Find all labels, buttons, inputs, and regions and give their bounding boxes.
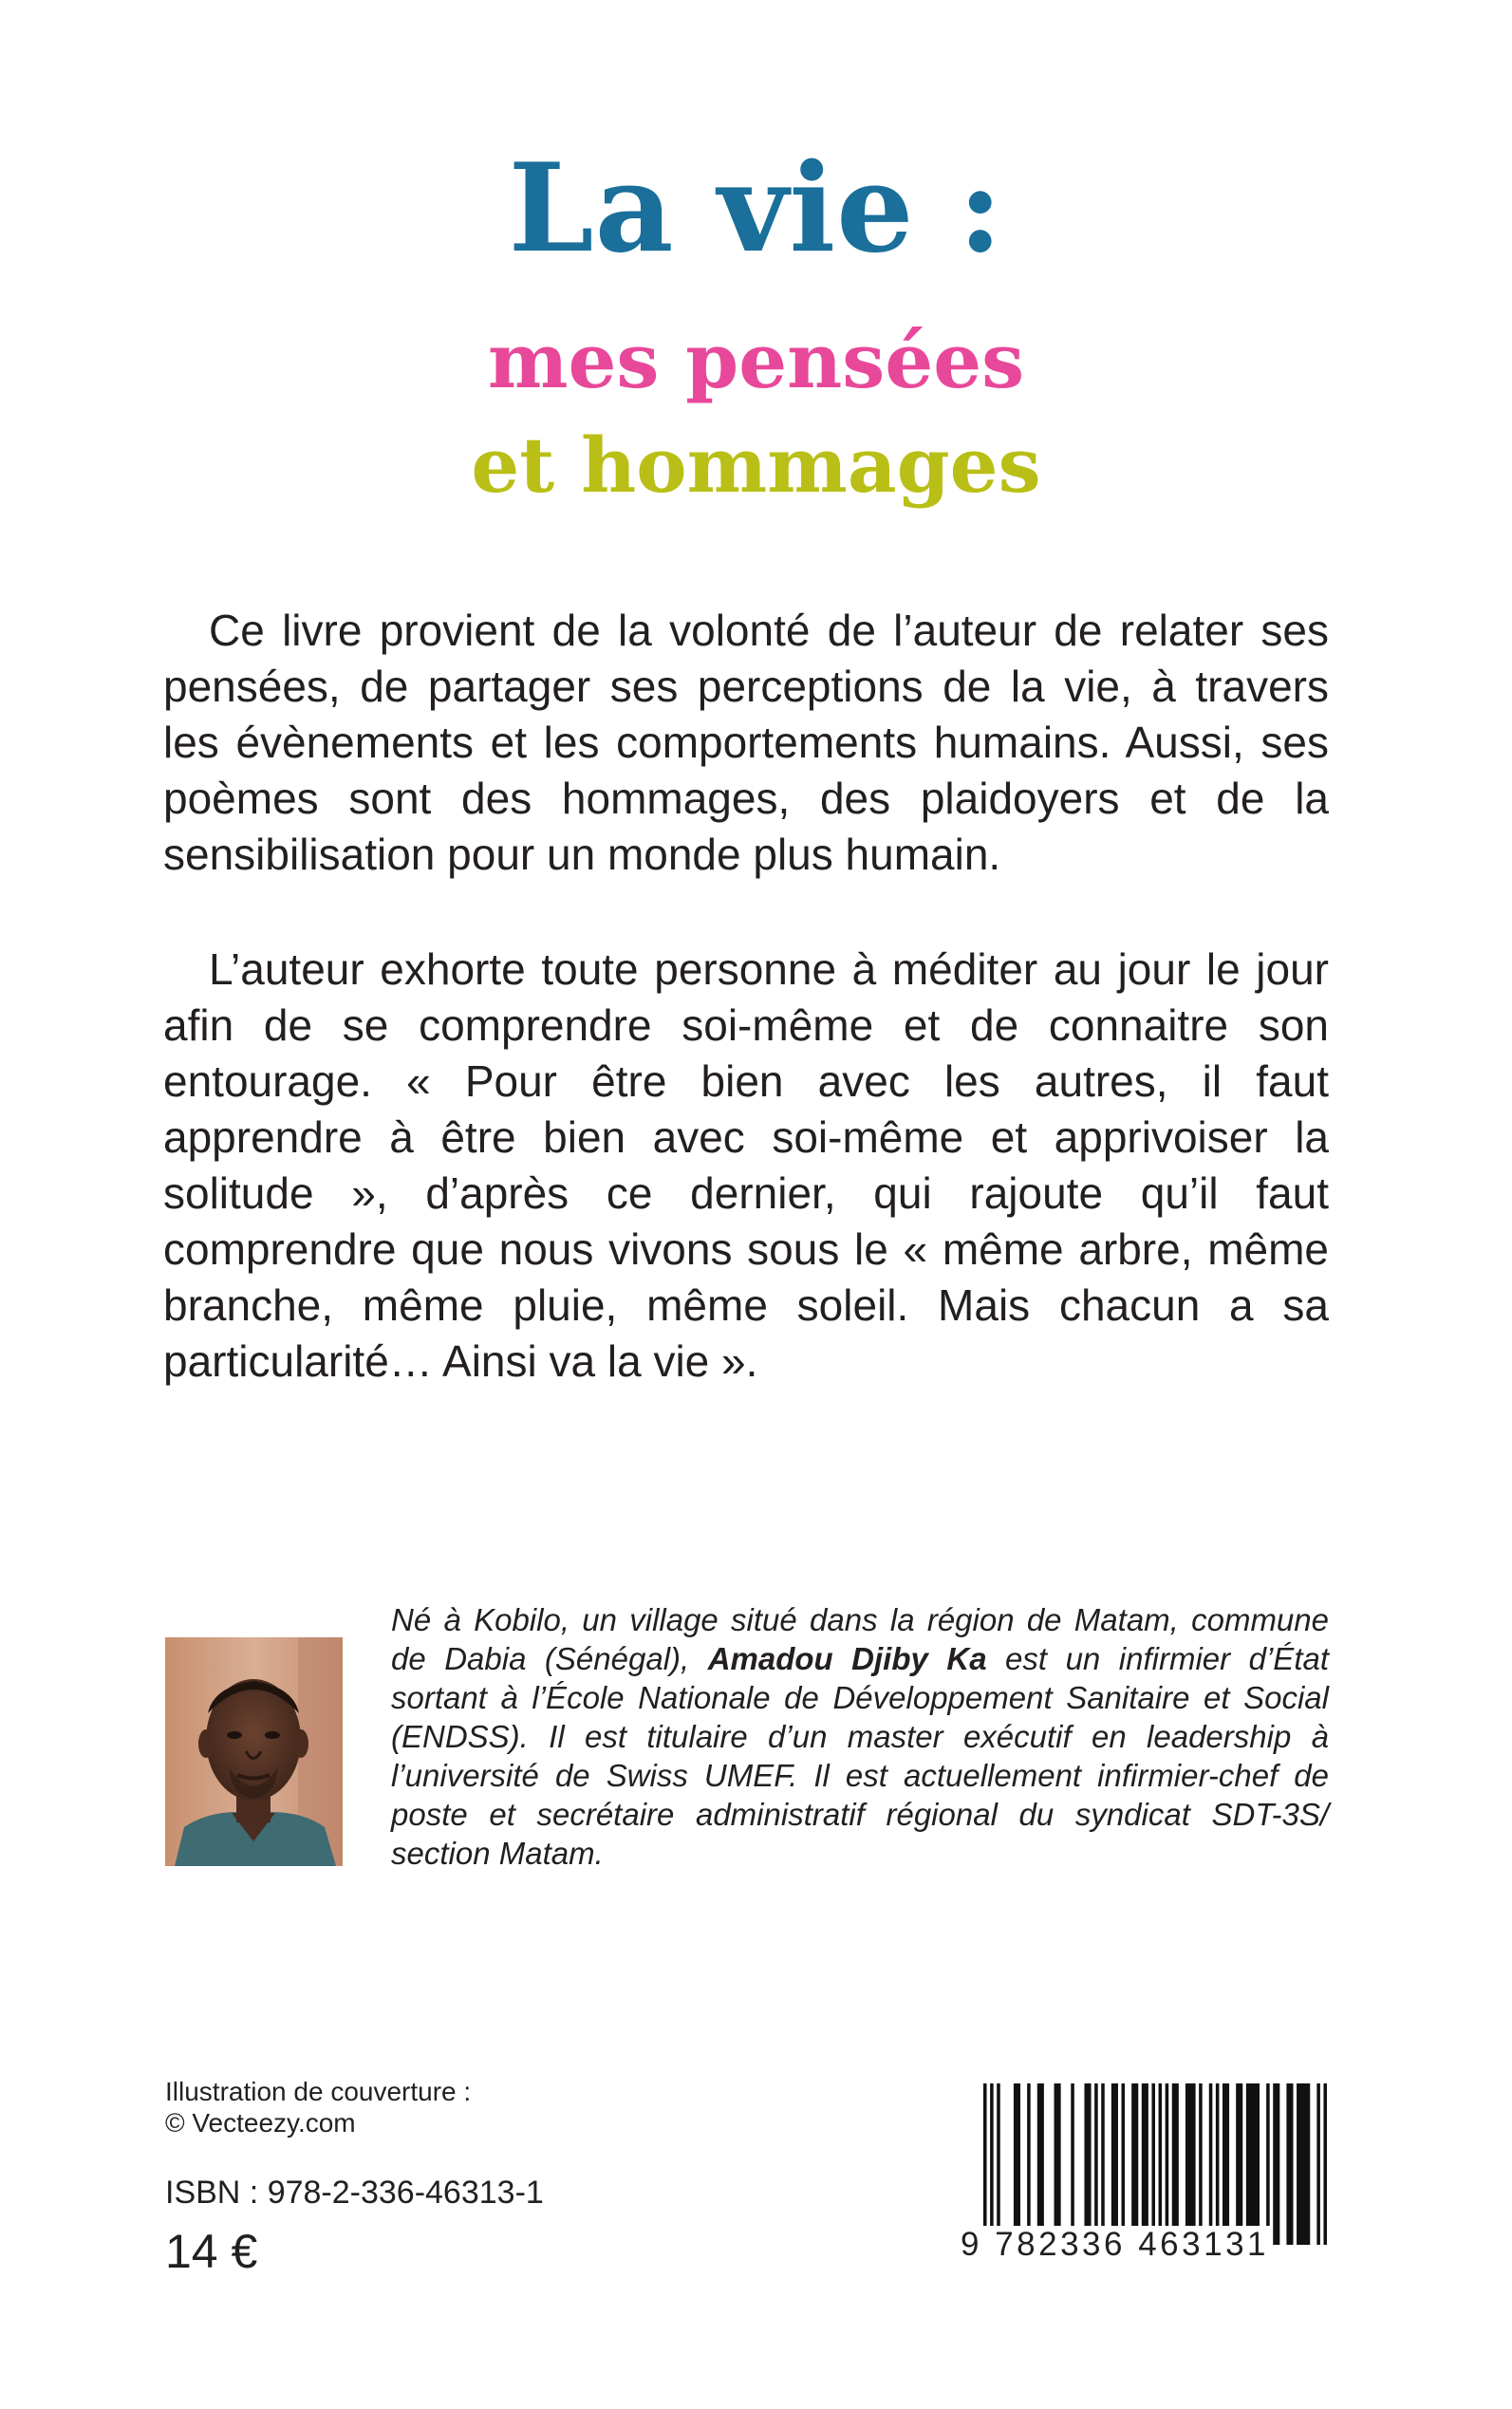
barcode-bars (981, 2083, 1333, 2245)
barcode-bar (1166, 2083, 1169, 2245)
summary-paragraph-1: Ce livre provient de la volonté de l’auteur de relater ses pensées, de partager ses perceptions de la vie, à travers les évènements et les comportements humains. Aussi, ses poèmes sont des hommages, des plaidoyers et de la sensibilisation pour un monde plus humain. (163, 606, 1329, 879)
barcode-bar (1151, 2083, 1155, 2245)
author-name: Amadou Djiby Ka (707, 1641, 987, 1676)
book-title: La vie : (508, 138, 1004, 280)
barcode-bar (1172, 2083, 1179, 2245)
barcode-bar (1273, 2083, 1279, 2245)
barcode-bar (1037, 2083, 1044, 2245)
barcode-bar (1216, 2083, 1220, 2245)
illustration-credit-value: © Vecteezy.com (165, 2108, 356, 2138)
author-bio-intro: Né à Kobilo, un village situé dans la région de Matam, commune de Dabia (Sénégal), (391, 1602, 1329, 1676)
barcode-bar (1122, 2083, 1126, 2245)
barcode-bar (1286, 2083, 1293, 2245)
barcode-bar (1142, 2083, 1148, 2245)
barcode-bar (1131, 2083, 1138, 2245)
barcode-bar (990, 2083, 994, 2245)
barcode-bar (1027, 2083, 1031, 2245)
barcode-bar (1159, 2083, 1163, 2245)
barcode-bar (1316, 2083, 1320, 2245)
barcode-bar (997, 2083, 1000, 2245)
barcode-bar (1323, 2083, 1327, 2245)
barcode-bar (1185, 2083, 1196, 2245)
barcode-bar (983, 2083, 987, 2245)
barcode-digits: 9 782336 463131 (961, 2226, 1269, 2263)
isbn-barcode (959, 2083, 1331, 2273)
barcode-bar (1071, 2083, 1074, 2245)
barcode-bar (1014, 2083, 1020, 2245)
barcode-bar (1297, 2083, 1310, 2245)
price: 14 € (165, 2225, 258, 2278)
barcode-bar (1236, 2083, 1242, 2245)
barcode-bar (1199, 2083, 1203, 2245)
barcode-bar (1084, 2083, 1091, 2245)
barcode-bar (1266, 2083, 1270, 2245)
barcode-bar (1055, 2083, 1061, 2245)
book-subtitle-line-1: mes pensées (487, 316, 1025, 405)
barcode-bar (1094, 2083, 1098, 2245)
summary-paragraph-2: L’auteur exhorte toute personne à méditer au jour le jour afin de se comprendre soi-même et de connaitre son entourage. « Pour être bien avec les autres, il faut apprendre à être bien avec soi-même et apprivoiser la solitude », d’après ce dernier, qui rajoute qu’il faut comprendre que nous vivons sous le « même arbre, même branche, même pluie, même soleil. Mais chacun a sa particularité… Ainsi va la vie ». (163, 944, 1329, 1386)
barcode-bar (1246, 2083, 1260, 2245)
barcode-bar (1223, 2083, 1229, 2245)
barcode-bar (1101, 2083, 1105, 2245)
author-bio-details: est un infirmier d’État sortant à l’École Nationale de Développement Sanitaire et Social (ENDSS). Il est titulaire d’un master exécutif en leadership à l’université de Swiss UMEF. Il est actuellement infirmier-chef de poste et secrétaire administratif régional du syndicat SDT-3S/ section Matam. (391, 1641, 1330, 1871)
book-subtitle-line-2: et hommages (471, 420, 1041, 510)
isbn-text: ISBN : 978-2-336-46313-1 (165, 2175, 544, 2211)
barcode-bar (1209, 2083, 1213, 2245)
author-biography (391, 1600, 1329, 1873)
illustration-credit-label: Illustration de couverture : (165, 2077, 472, 2106)
barcode-bar (1111, 2083, 1118, 2245)
author-photo (165, 1637, 343, 1866)
